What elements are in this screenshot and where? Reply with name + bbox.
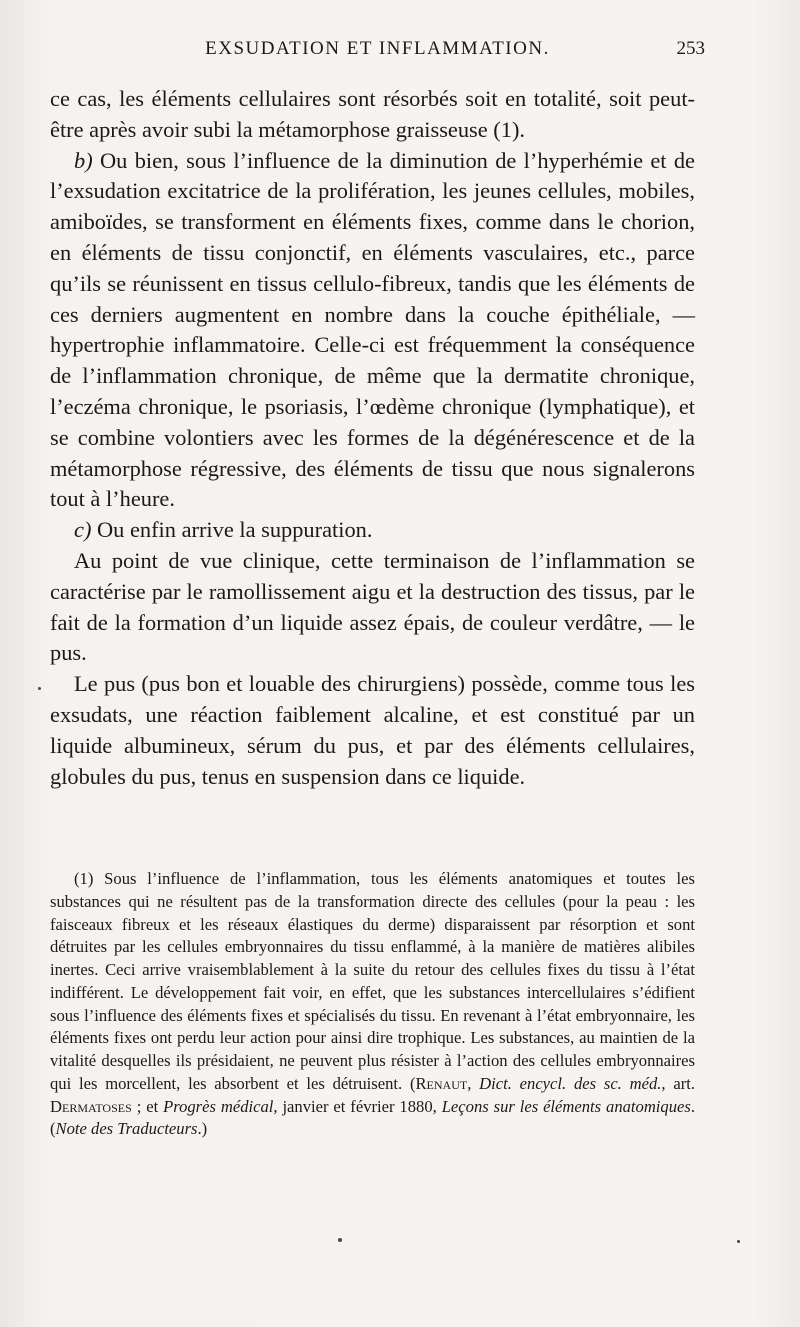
running-title: EXSUDATION ET INFLAMMATION.	[205, 38, 550, 59]
footnote-author: Renaut	[415, 1073, 468, 1093]
item-b-text: Ou bien, sous l’influence de la diminution de l’hyperhémie et de l’exsudation excitatrice de la prolifération, les jeunes cellules, mobiles, amiboïdes, se transforment en éléments fixes, comme dans le chorion, en éléments de tissu conjonctif, en éléments vasculaires, etc., parce qu’ils se réunissent en tissus cellulo-fibreux, tandis que les éléments de ces derniers augmentent en nombre dans la couche épithéliale, — hypertrophie inflammatoire. Celle-ci est fréquemment la conséquence de l’inflammation chronique, de même que la dermatite chronique, l’eczéma chronique, le psoriasis, l’œdème chronique (lymphatique), et se combine volontiers avec les formes de la dégénérescence et de la métamorphose régressive, des éléments de tissu que nous signalerons tout à l’heure.	[50, 147, 695, 512]
footnote-text-part: ; et	[131, 1096, 164, 1116]
page-header	[50, 38, 705, 78]
footnote-text-part: .)	[197, 1119, 208, 1139]
paragraph-item-c	[50, 515, 695, 546]
footnote-text-part: . (	[50, 1096, 695, 1139]
footnote-text-part: , janvier et février 1880,	[273, 1096, 442, 1116]
footnote-article: Dermatoses	[50, 1096, 132, 1116]
page-number: 253	[676, 38, 705, 59]
footnote-journal: Dict. encycl. des sc. méd.	[479, 1073, 662, 1093]
footnote-text-part: , art.	[661, 1073, 696, 1093]
paragraph-clinical: Au point de vue clinique, cette terminaison de l’inflammation se caractérise par le ramollissement aigu et la destruction des tissus, par le fait de la formation d’un liquide assez épais, de couleur verdâtre, — le pus.	[50, 547, 695, 666]
ink-speck	[338, 1238, 342, 1242]
footnote-text	[50, 868, 695, 1141]
item-c-text: Ou enfin arrive la suppuration.	[91, 517, 373, 543]
paragraph-pus: Le pus (pus bon et louable des chirurgiens) possède, comme tous les exsudats, une réaction faiblement alcaline, et est constitué par un liquide albumineux, sérum du pus, et par des éléments cellulaires, globules du pus, tenus en suspension dans ce liquide.	[50, 671, 695, 789]
footnote-book: Leçons sur les éléments anatomiques	[441, 1096, 691, 1116]
ink-speck	[737, 1240, 740, 1243]
item-letter-b: b)	[74, 147, 93, 173]
footnote-periodical: Progrès médical	[163, 1096, 274, 1116]
footnote-note: Note des Traducteurs	[55, 1119, 198, 1139]
main-text	[50, 84, 695, 792]
footnote-text-part: ,	[467, 1073, 480, 1093]
item-letter-c: c)	[74, 517, 92, 543]
ink-speck	[38, 687, 41, 690]
paragraph-item-b	[50, 146, 695, 516]
footnote-text-part: (1) Sous l’influence de l’inflammation, tous les éléments anatomiques et toutes les substances qui ne résultent pas de la transformation directe des cellules (pour la peau : les faisceaux fibreux et les réseaux élastiques du derme) disparaissent par résorption et sont détruites par les cellules embryonnaires du tissu enflammé, à la manière de matières alibiles inertes. Ceci arrive vraisemblablement à la suite du retour des cellules fixes du tissu à l’état indifférent. Le développement fait voir, en effet, que les substances intercellulaires s’édifient sous l’influence des éléments fixes et spécialisés du tissu. En revenant à l’état embryonnaire, les éléments fixes ont perdu leur action pour ainsi dire trophique. Les substances, au maintien de la vitalité desquelles ils présidaient, ne peuvent plus résister à l’action des cellules embryonnaires qui les morcellent, les absorbent et les détruisent. (	[50, 869, 695, 1093]
footnote	[50, 868, 695, 1141]
paragraph-continuation: ce cas, les éléments cellulaires sont résorbés soit en totalité, soit peut-être après avoir subi la métamorphose graisseuse (1).	[50, 86, 695, 142]
